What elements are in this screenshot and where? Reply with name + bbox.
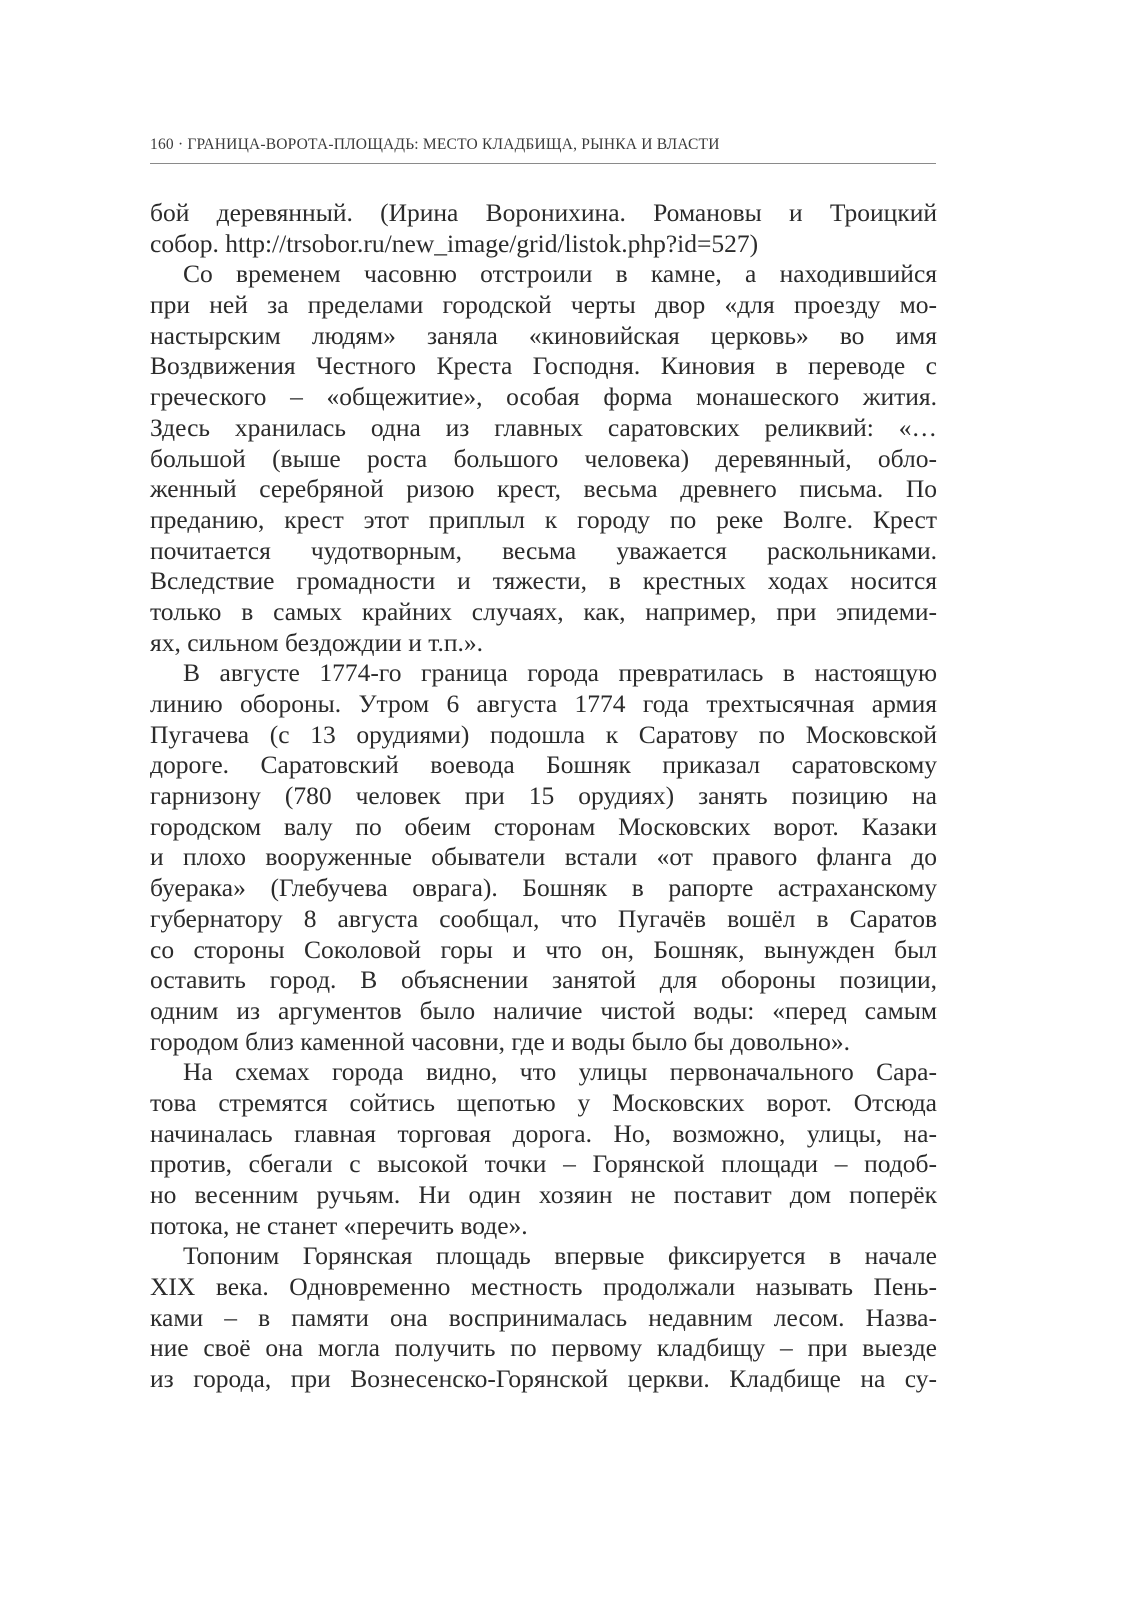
text-line: городом близ каменной часовни, где и воды было бы довольно». [150,1026,850,1056]
text-line: На схемах города видно, что улицы первоначального Сара- [183,1057,937,1087]
text-line: преданию, крест этот приплыл к городу по реке Волге. Крест [150,504,937,534]
text-line: при ней за пределами городской черты двор «для проезду мо- [150,290,937,320]
page-number: 160 [150,136,174,153]
text-line: Топоним Горянская площадь впервые фиксируется в начале [183,1241,937,1271]
text-line: настырским людям» заняла «киновийская церковь» во имя [150,320,937,350]
text-line: гарнизону (780 человек при 15 орудиях) занять позицию на [150,781,937,811]
text-line: греческого – «общежитие», особая форма монашеского жития. [150,382,937,412]
text-line: Со временем часовню отстроили в камне, а находившийся [183,259,937,289]
text-line: Вследствие громадности и тяжести, в крестных ходах носится [150,566,938,596]
body-text [150,198,937,1395]
text-line: бой деревянный. (Ирина Воронихина. Романовы и Троицкий [150,198,937,227]
text-line: женный серебряной ризою крест, весьма древнего письма. По [150,474,937,504]
text-line: только в самых крайних случаях, как, например, при эпидеми- [150,596,937,626]
paragraph [150,658,937,1057]
text-line: XIX века. Одновременно местность продолжали называть Пень- [150,1272,937,1302]
text-line: потока, не станет «перечить воде». [150,1210,528,1240]
text-line: против, сбегали с высокой точки – Горянской площади – подоб- [150,1149,937,1179]
text-line: губернатору 8 августа сообщал, что Пугачёв вошёл в Саратов [150,903,937,933]
text-line: и плохо вооруженные обыватели встали «от правого фланга до [150,842,937,872]
text-line: това стремятся сойтись щепотью у Московских ворот. Отсюда [150,1087,937,1117]
header-rule [150,163,936,164]
running-head [150,136,936,154]
text-line: со стороны Соколовой горы и что он, Бошняк, вынужден был [150,934,937,964]
text-line: оставить город. В объяснении занятой для обороны позиции, [150,965,937,995]
text-line: из города, при Вознесенско-Горянской церкви. Кладбище на су- [150,1364,937,1394]
text-line: большой (выше роста большого человека) деревянный, обло- [150,443,937,473]
text-line: В августе 1774-го граница города превратилась в настоящую [183,658,937,688]
text-line: Пугачева (с 13 орудиями) подошла к Саратову по Московской [150,719,937,749]
paragraph [150,1057,937,1241]
paragraph [150,259,937,658]
running-head-separator: · [177,136,184,153]
text-line: линию обороны. Утром 6 августа 1774 года трехтысячная армия [150,689,937,718]
paragraph [150,1241,937,1394]
text-line: начиналась главная торговая дорога. Но, возможно, улицы, на- [150,1118,937,1148]
text-line: одним из аргументов было наличие чистой воды: «перед самым [150,995,937,1025]
text-line: дороге. Саратовский воевода Бошняк приказал саратовскому [150,750,937,780]
text-line: ние своё она могла получить по первому кладбищу – при выезде [150,1333,937,1363]
text-line: Воздвижения Честного Креста Господня. Киновия в переводе с [150,351,937,381]
text-line: ками – в памяти она воспринималась недавним лесом. Назва- [150,1302,937,1332]
text-line: городском валу по обеим сторонам Московских ворот. Казаки [150,811,937,841]
text-line: но весенним ручьям. Ни один хозяин не поставит дом поперёк [150,1180,938,1209]
text-line: почитается чудотворным, весьма уважается раскольниками. [150,535,937,565]
paragraph [150,198,937,259]
chapter-title: ГРАНИЦА-ВОРОТА-ПЛОЩАДЬ: МЕСТО КЛАДБИЩА, РЫНКА И ВЛАСТИ [187,136,720,153]
text-line: ях, сильном бездождии и т.п.». [150,627,483,657]
text-line: буерака» (Глебучева оврага). Бошняк в рапорте астраханскому [150,873,937,903]
text-line: Здесь хранилась одна из главных саратовских реликвий: «… [150,412,937,442]
text-line: собор. http://trsobor.ru/new_image/grid/listok.php?id=527) [150,228,759,258]
